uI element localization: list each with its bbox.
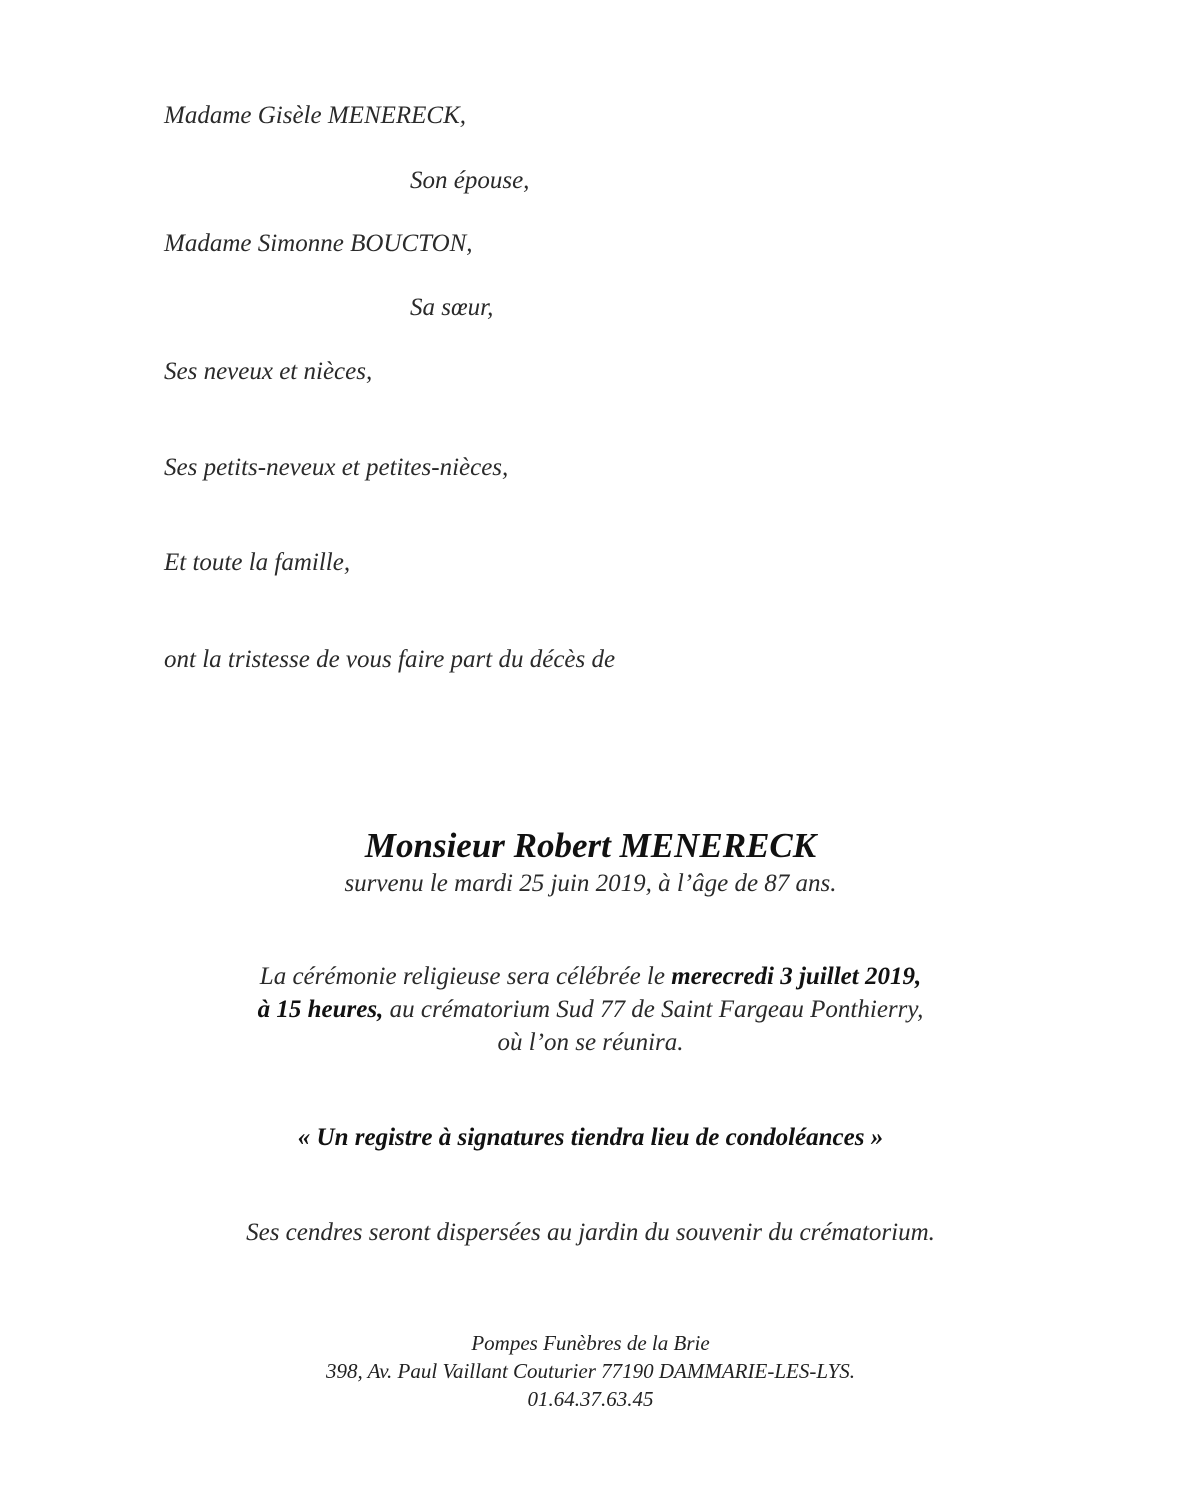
ceremony-time: à 15 heures, (257, 996, 384, 1023)
deceased-details: survenu le mardi 25 juin 2019, à l’âge de 87 ans. (344, 870, 837, 897)
family-grandnephews-grandnieces: Ses petits-neveux et petites-nièces, (164, 454, 509, 481)
ceremony-date: merecredi 3 juillet 2019, (671, 963, 922, 990)
funeral-home-name: Pompes Funèbres de la Brie (471, 1331, 710, 1355)
deceased-name: Monsieur Robert MENERECK (364, 826, 817, 865)
family-all: Et toute la famille, (164, 549, 351, 576)
family-nephews-nieces: Ses neveux et nièces, (164, 358, 373, 385)
ceremony-location: au crématorium Sud 77 de Saint Fargeau Ponthierry, (383, 996, 924, 1023)
family-member-spouse-name: Madame Gisèle MENERECK, (164, 102, 467, 129)
ceremony-intro: La cérémonie religieuse sera célébrée le (259, 963, 672, 990)
ceremony-gathering: où l’on se réunira. (497, 1029, 684, 1056)
funeral-home-address: 398, Av. Paul Vaillant Couturier 77190 DAMMARIE-LES-LYS. (325, 1359, 856, 1383)
family-relation-sister: Sa sœur, (410, 294, 494, 321)
ceremony-line-2 (0, 995, 1181, 1025)
family-relation-spouse: Son épouse, (410, 167, 530, 194)
ashes-note: Ses cendres seront dispersées au jardin du souvenir du crématorium. (246, 1219, 935, 1246)
family-member-sister-name: Madame Simonne BOUCTON, (164, 230, 473, 257)
announcement-sentence: ont la tristesse de vous faire part du décès de (164, 646, 616, 673)
funeral-home-phone: 01.64.37.63.45 (527, 1387, 654, 1411)
condolence-registry-note: « Un registre à signatures tiendra lieu de condoléances » (297, 1124, 884, 1151)
ceremony-line-1 (0, 962, 1181, 992)
